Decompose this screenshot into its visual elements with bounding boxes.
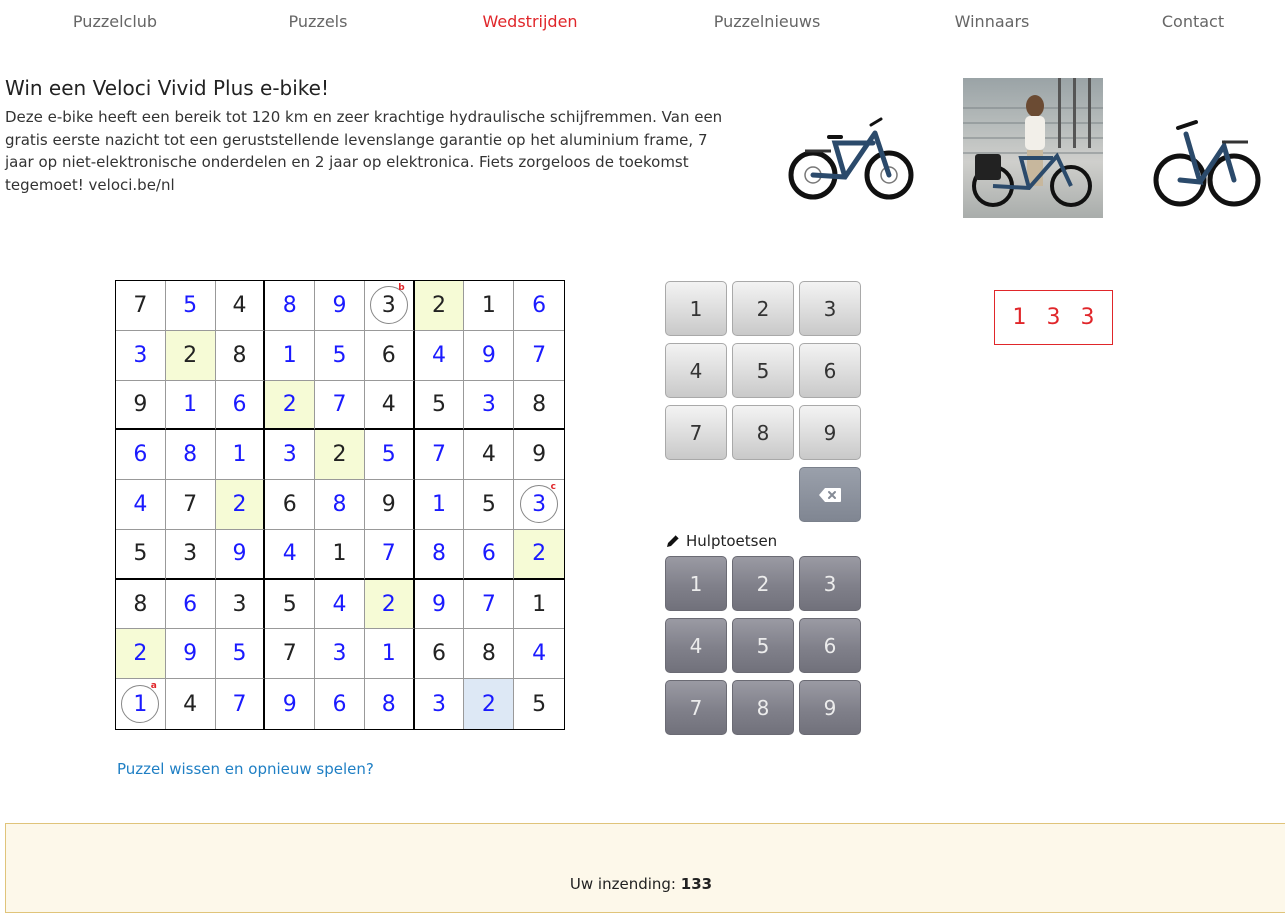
- sudoku-cell: [464, 281, 514, 331]
- sudoku-cell[interactable]: [415, 430, 465, 480]
- number-key-7[interactable]: 7: [665, 405, 727, 460]
- cell-value: 5: [532, 691, 547, 717]
- cell-value: 7: [381, 541, 396, 567]
- cell-value: 1: [532, 591, 547, 617]
- sudoku-cell: [514, 430, 564, 480]
- cell-value: 1: [332, 541, 347, 567]
- sudoku-cell: [514, 679, 564, 729]
- sudoku-cell[interactable]: [265, 331, 315, 381]
- number-key-4[interactable]: 4: [665, 343, 727, 398]
- cell-value: 2: [432, 292, 447, 318]
- helper-keys-heading: [665, 532, 777, 550]
- helper-key-9[interactable]: 9: [799, 680, 861, 735]
- sudoku-cell: [365, 281, 415, 331]
- sudoku-cell[interactable]: [166, 381, 216, 431]
- sudoku-cell: [514, 580, 564, 630]
- sudoku-cell[interactable]: [315, 381, 365, 431]
- sudoku-cell: [116, 580, 166, 630]
- sudoku-cell[interactable]: [216, 430, 266, 480]
- sudoku-cell: [166, 331, 216, 381]
- cell-value: 9: [282, 691, 297, 717]
- helper-keys-label: Hulptoetsen: [686, 532, 778, 550]
- sudoku-cell[interactable]: [116, 629, 166, 679]
- sudoku-cell: [116, 381, 166, 431]
- sudoku-cell[interactable]: [116, 480, 166, 530]
- number-key-3[interactable]: 3: [799, 281, 861, 336]
- cell-value: 7: [133, 292, 148, 318]
- sudoku-cell[interactable]: [415, 679, 465, 729]
- cell-value: 1: [133, 691, 148, 717]
- helper-key-4[interactable]: 4: [665, 618, 727, 673]
- helper-key-1[interactable]: 1: [665, 556, 727, 611]
- sudoku-cell[interactable]: [365, 580, 415, 630]
- cell-value: 6: [332, 691, 347, 717]
- sudoku-cell: [365, 331, 415, 381]
- backspace-icon: [819, 488, 841, 502]
- helper-key-2[interactable]: 2: [732, 556, 794, 611]
- cell-value: 7: [532, 342, 547, 368]
- cell-value: 5: [481, 491, 496, 517]
- helper-key-8[interactable]: 8: [732, 680, 794, 735]
- cell-value: 9: [332, 292, 347, 318]
- helper-key-7[interactable]: 7: [665, 680, 727, 735]
- cell-value: 6: [381, 342, 396, 368]
- sudoku-cell: [216, 580, 266, 630]
- number-key-2[interactable]: 2: [732, 281, 794, 336]
- cell-value: 7: [183, 491, 198, 517]
- sudoku-cell[interactable]: [365, 629, 415, 679]
- cell-value: 1: [282, 342, 297, 368]
- sudoku-cell[interactable]: [265, 281, 315, 331]
- submission-text: [0, 875, 1285, 893]
- sudoku-cell[interactable]: [415, 480, 465, 530]
- sudoku-cell[interactable]: [265, 530, 315, 580]
- cell-value: 9: [481, 342, 496, 368]
- sudoku-cell: [116, 281, 166, 331]
- number-key-5[interactable]: 5: [732, 343, 794, 398]
- answer-digit: 1: [1012, 305, 1027, 330]
- bike-image-side: [785, 115, 915, 200]
- sudoku-grid: [115, 280, 565, 730]
- answer-marker: a: [150, 681, 157, 692]
- cell-value: 5: [332, 342, 347, 368]
- cell-value: 8: [232, 342, 247, 368]
- cell-value: 6: [133, 442, 148, 468]
- nav-item-wedstrijden[interactable]: Wedstrijden: [482, 12, 578, 31]
- cell-value: 9: [133, 391, 148, 417]
- sudoku-cell[interactable]: [415, 580, 465, 630]
- cell-value: 7: [282, 641, 297, 667]
- nav-item-puzzelnieuws[interactable]: Puzzelnieuws: [713, 12, 821, 31]
- cell-value: 7: [232, 691, 247, 717]
- cell-value: 3: [332, 641, 347, 667]
- answer-marker: b: [398, 283, 405, 293]
- sudoku-cell[interactable]: [116, 679, 166, 729]
- cell-value: 8: [332, 491, 347, 517]
- cell-value: 7: [432, 442, 447, 468]
- cell-value: 3: [183, 541, 198, 567]
- sudoku-cell: [315, 530, 365, 580]
- sudoku-cell[interactable]: [265, 430, 315, 480]
- sudoku-cell[interactable]: [265, 679, 315, 729]
- sudoku-cell[interactable]: [464, 580, 514, 630]
- sudoku-cell: [265, 629, 315, 679]
- submission-label: Uw inzending:: [569, 875, 676, 893]
- cell-value: 5: [432, 391, 447, 417]
- cell-value: 9: [532, 442, 547, 468]
- cell-value: 6: [481, 541, 496, 567]
- nav-item-contact[interactable]: Contact: [1161, 12, 1225, 31]
- cell-value: 9: [183, 641, 198, 667]
- cell-value: 3: [232, 591, 247, 617]
- nav-item-puzzels[interactable]: Puzzels: [288, 12, 348, 31]
- cell-value: 9: [381, 491, 396, 517]
- sudoku-cell[interactable]: [464, 530, 514, 580]
- cell-value: 6: [432, 641, 447, 667]
- sudoku-cell[interactable]: [116, 430, 166, 480]
- cell-value: 5: [183, 292, 198, 318]
- sudoku-cell[interactable]: [365, 679, 415, 729]
- sudoku-cell: [116, 530, 166, 580]
- cell-value: 4: [432, 342, 447, 368]
- sudoku-cell[interactable]: [315, 331, 365, 381]
- sudoku-cell[interactable]: [216, 679, 266, 729]
- cell-value: 4: [532, 641, 547, 667]
- helper-key-3[interactable]: 3: [799, 556, 861, 611]
- sudoku-cell[interactable]: [265, 381, 315, 431]
- cell-value: 2: [282, 391, 297, 417]
- sudoku-cell: [166, 679, 216, 729]
- sudoku-cell: [464, 480, 514, 530]
- sudoku-cell[interactable]: [315, 281, 365, 331]
- sudoku-cell[interactable]: [365, 530, 415, 580]
- sudoku-cell: [315, 430, 365, 480]
- cell-value: 1: [183, 391, 198, 417]
- sudoku-cell[interactable]: [464, 381, 514, 431]
- sudoku-cell[interactable]: [315, 629, 365, 679]
- cell-value: 4: [183, 691, 198, 717]
- pencil-icon: [665, 533, 681, 549]
- sudoku-cell: [415, 281, 465, 331]
- answer-digit: 3: [1046, 305, 1061, 330]
- cell-value: 4: [481, 442, 496, 468]
- sudoku-cell: [415, 381, 465, 431]
- sudoku-cell[interactable]: [514, 530, 564, 580]
- cell-value: 4: [381, 391, 396, 417]
- sudoku-cell[interactable]: [415, 530, 465, 580]
- sudoku-cell: [464, 629, 514, 679]
- cell-value: 2: [532, 541, 547, 567]
- cell-value: 3: [282, 442, 297, 468]
- cell-value: 8: [381, 691, 396, 717]
- sudoku-cell[interactable]: [514, 629, 564, 679]
- cell-value: 9: [232, 541, 247, 567]
- sudoku-cell[interactable]: [514, 281, 564, 331]
- cell-value: 4: [332, 591, 347, 617]
- sudoku-cell: [365, 381, 415, 431]
- cell-value: 1: [232, 442, 247, 468]
- sudoku-cell[interactable]: [166, 629, 216, 679]
- cell-value: 5: [381, 442, 396, 468]
- nav-item-puzzelclub[interactable]: Puzzelclub: [72, 12, 158, 31]
- sudoku-cell[interactable]: [514, 480, 564, 530]
- answer-marker: c: [550, 482, 556, 493]
- sudoku-cell[interactable]: [315, 480, 365, 530]
- sudoku-cell[interactable]: [415, 331, 465, 381]
- cell-value: 1: [481, 292, 496, 318]
- sudoku-cell: [265, 580, 315, 630]
- cell-value: 8: [282, 292, 297, 318]
- cell-value: 1: [432, 491, 447, 517]
- cell-value: 5: [133, 541, 148, 567]
- cell-value: 6: [532, 292, 547, 318]
- sudoku-cell: [216, 281, 266, 331]
- contest-description: Deze e-bike heeft een bereik tot 120 km en zeer krachtige hydraulische schijfremmen. Van een gratis eerste nazicht tot een geruststellende levenslange garantie op het aluminium frame, 7 jaar op niet-elektronische onderdelen en 2 jaar op elektronica. Fiets zorgeloos de toekomst tegemoet! veloci.be/nl: [5, 108, 723, 194]
- sudoku-cell: [365, 480, 415, 530]
- bike-image-front: [1152, 112, 1262, 212]
- nav-item-winnaars[interactable]: Winnaars: [954, 12, 1030, 31]
- cell-value: 4: [282, 541, 297, 567]
- cell-value: 3: [381, 292, 396, 318]
- number-key-9[interactable]: 9: [799, 405, 861, 460]
- cell-value: 8: [432, 541, 447, 567]
- cell-value: 8: [532, 391, 547, 417]
- sudoku-cell[interactable]: [315, 580, 365, 630]
- sudoku-cell[interactable]: [464, 679, 514, 729]
- cell-value: 6: [232, 391, 247, 417]
- cell-value: 3: [532, 491, 547, 517]
- sudoku-cell[interactable]: [216, 381, 266, 431]
- answer-box: [994, 290, 1113, 345]
- cell-value: 6: [282, 491, 297, 517]
- cell-value: 3: [432, 691, 447, 717]
- sudoku-cell[interactable]: [166, 281, 216, 331]
- cell-value: 7: [332, 391, 347, 417]
- cell-value: 2: [183, 342, 198, 368]
- sudoku-cell: [166, 480, 216, 530]
- cell-value: 2: [332, 442, 347, 468]
- sudoku-cell[interactable]: [116, 331, 166, 381]
- sudoku-cell[interactable]: [166, 430, 216, 480]
- number-key-6[interactable]: 6: [799, 343, 861, 398]
- sudoku-cell[interactable]: [315, 679, 365, 729]
- cell-value: 7: [481, 591, 496, 617]
- sudoku-cell: [415, 629, 465, 679]
- sudoku-cell: [464, 430, 514, 480]
- sudoku-cell[interactable]: [216, 480, 266, 530]
- cell-value: 2: [232, 491, 247, 517]
- sudoku-cell[interactable]: [514, 331, 564, 381]
- cell-value: 8: [183, 442, 198, 468]
- sudoku-cell: [265, 480, 315, 530]
- sudoku-cell[interactable]: [365, 430, 415, 480]
- cell-value: 4: [133, 491, 148, 517]
- bike-rider-photo: [963, 78, 1103, 218]
- number-key-1[interactable]: 1: [665, 281, 727, 336]
- cell-value: 8: [133, 591, 148, 617]
- helper-key-5[interactable]: 5: [732, 618, 794, 673]
- reset-puzzle-link[interactable]: Puzzel wissen en opnieuw spelen?: [117, 760, 374, 778]
- cell-value: 5: [232, 641, 247, 667]
- sudoku-cell[interactable]: [166, 580, 216, 630]
- answer-digit: 3: [1080, 305, 1095, 330]
- sudoku-cell: [166, 530, 216, 580]
- cell-value: 2: [381, 591, 396, 617]
- cell-value: 3: [133, 342, 148, 368]
- cell-value: 1: [381, 641, 396, 667]
- cell-value: 6: [183, 591, 198, 617]
- cell-value: 5: [282, 591, 297, 617]
- sudoku-cell[interactable]: [216, 530, 266, 580]
- helper-key-6[interactable]: 6: [799, 618, 861, 673]
- contest-title: Win een Veloci Vivid Plus e-bike!: [5, 76, 329, 100]
- cell-value: 4: [232, 292, 247, 318]
- cell-value: 2: [481, 691, 496, 717]
- cell-value: 2: [133, 641, 148, 667]
- sudoku-cell: [216, 331, 266, 381]
- cell-value: 3: [481, 391, 496, 417]
- sudoku-cell[interactable]: [464, 331, 514, 381]
- sudoku-cell: [514, 381, 564, 431]
- number-key-8[interactable]: 8: [732, 405, 794, 460]
- cell-value: 8: [481, 641, 496, 667]
- cell-value: 9: [432, 591, 447, 617]
- sudoku-cell[interactable]: [216, 629, 266, 679]
- submission-value: 133: [680, 875, 713, 893]
- backspace-button[interactable]: [799, 467, 861, 522]
- top-nav: [0, 0, 1285, 46]
